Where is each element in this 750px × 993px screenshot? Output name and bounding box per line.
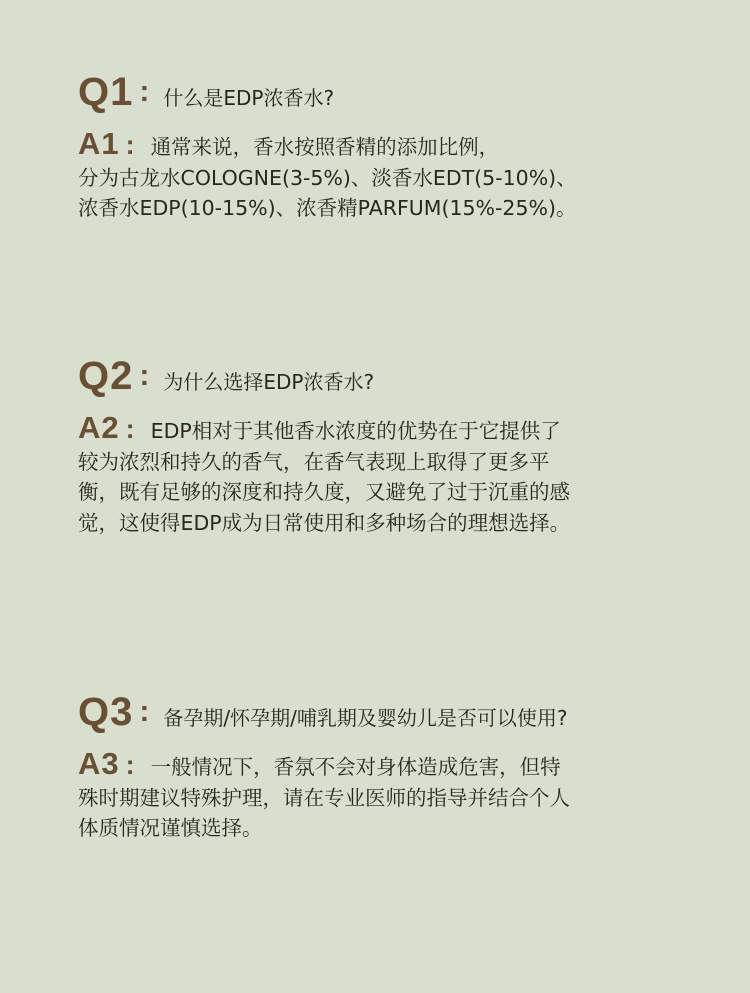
question-marker: Q2 (78, 354, 134, 398)
answer-colon: : (125, 130, 135, 160)
question-marker: Q1 (78, 70, 134, 114)
question-line (78, 690, 690, 735)
question-colon: : (139, 359, 150, 392)
faq-item-1 (78, 70, 690, 224)
answer-paragraph (78, 410, 690, 538)
answer-text: EDP相对于其他香水浓度的优势在于它提供了 较为浓烈和持久的香气，在香气表现上取得了更多平 衡，既有足够的深度和持久度，又避免了过于沉重的感 觉，这使得EDP成为日常使用和多种场合的理想选择。 (78, 419, 571, 535)
question-text: 什么是EDP浓香水? (163, 86, 335, 110)
faq-item-2 (78, 354, 690, 538)
answer-marker: A3 (78, 746, 120, 781)
question-marker: Q3 (78, 690, 134, 734)
question-colon: : (139, 75, 150, 108)
faq-item-3 (78, 690, 690, 844)
answer-colon: : (125, 414, 135, 444)
answer-text: 一般情况下，香氛不会对身体造成危害，但特 殊时期建议特殊护理，请在专业医师的指导并结合个人 体质情况谨慎选择。 (78, 755, 570, 840)
question-colon: : (139, 695, 150, 728)
answer-text: 通常来说，香水按照香精的添加比例， 分为古龙水COLOGNE(3-5%)、淡香水EDT(5-10%)、 浓香水EDP(10-15%)、浓香精PARFUM(15%-25%)。 (78, 135, 577, 220)
question-text: 为什么选择EDP浓香水? (163, 370, 375, 394)
question-line (78, 354, 690, 399)
answer-paragraph (78, 746, 690, 844)
answer-marker: A2 (78, 410, 120, 445)
answer-paragraph (78, 126, 690, 224)
question-line (78, 70, 690, 115)
answer-colon: : (125, 750, 135, 780)
answer-marker: A1 (78, 126, 120, 161)
question-text: 备孕期/怀孕期/哺乳期及婴幼儿是否可以使用? (163, 706, 568, 730)
